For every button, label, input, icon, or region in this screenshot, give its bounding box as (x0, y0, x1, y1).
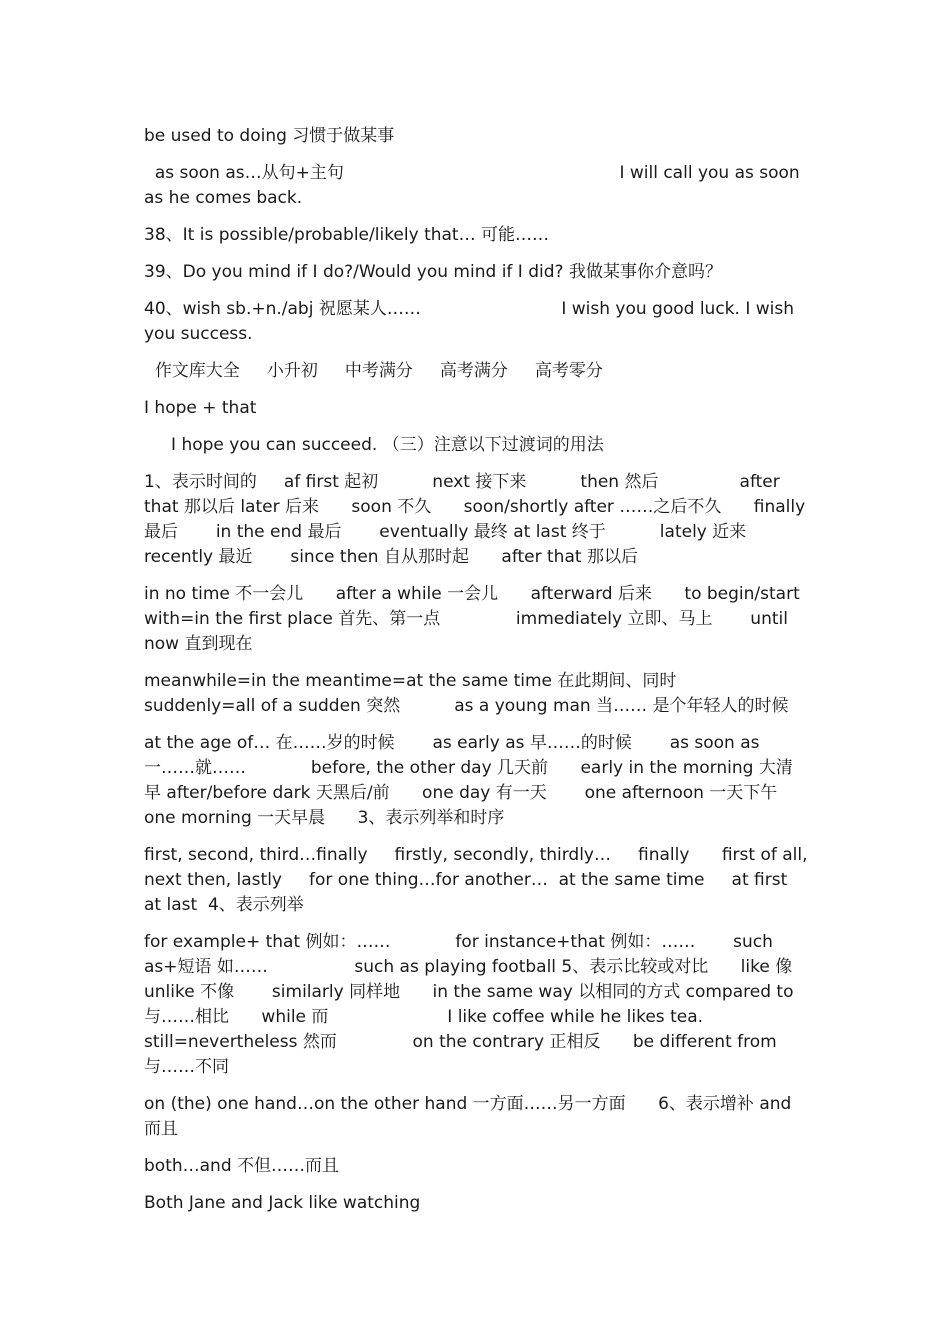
paragraph-both-and: both…and 不但……而且 (144, 1156, 340, 1176)
paragraph-time-words: 1、表示时间的 af first 起初 next 接下来 then 然后 after that 那以后 later 后来 soon 不久 soon/shortly after ……之后不久 finally 最后 in the end 最后 eventually 最终 at last 终于 lately 近来 recently 最近 since then 自从那时起 after that 那以后 (144, 472, 811, 567)
paragraph-meanwhile: meanwhile=in the meantime=at the same time 在此期间、同时 suddenly=all of a sudden 突然 as a young man 当…… 是个年轻人的时候 (144, 671, 789, 716)
paragraph-essay-links: 作文库大全 小升初 中考满分 高考满分 高考零分 (144, 361, 603, 381)
document-body (144, 124, 815, 1228)
paragraph-as-soon-as: as soon as…从句+主句 I will call you as soon as he comes back. (144, 163, 806, 208)
paragraph-be-used-to: be used to doing 习惯于做某事 (144, 126, 395, 146)
paragraph-39: 39、Do you mind if I do?/Would you mind if I did? 我做某事你介意吗？ (144, 262, 722, 282)
paragraph-38: 38、It is possible/probable/likely that… 可能…… (144, 225, 550, 245)
paragraph-one-hand: on (the) one hand…on the other hand 一方面……另一方面 6、表示增补 and 而且 (144, 1094, 797, 1139)
paragraph-both-jane-jack: Both Jane and Jack like watching (144, 1193, 421, 1213)
paragraph-examples-comparison: for example+ that 例如：…… for instance+that 例如：…… such as+短语 如…… such as playing football 5、表示比较或对比 like 像 unlike 不像 similarly 同样地 in the same way 以相同的方式 compared to 与……相比 while 而 I like coffee while he likes tea. still=nevertheless 然而 on the contrary 正相反 be different from 与……不同 (144, 932, 799, 1077)
paragraph-40: 40、wish sb.+n./abj 祝愿某人…… I wish you good luck. I wish you success. (144, 299, 800, 344)
paragraph-at-the-age-of: at the age of… 在……岁的时候 as early as 早……的时候 as soon as 一……就…… before, the other day 几天前 early in the morning 大清早 after/before dark 天黑后/前 one day 有一天 one afternoon 一天下午 one morning 一天早晨 3、表示列举和时序 (144, 733, 793, 828)
paragraph-i-hope-that: I hope + that (144, 398, 257, 418)
paragraph-in-no-time: in no time 不一会儿 after a while 一会儿 afterward 后来 to begin/start with=in the first place 首先、第一点 immediately 立即、马上 until now 直到现在 (144, 584, 806, 654)
paragraph-sequence: first, second, third…finally firstly, secondly, thirdly… finally first of all, next then, lastly for one thing…for another… at the same time at first at last 4、表示列举 (144, 845, 815, 915)
paragraph-i-hope-succeed: I hope you can succeed. （三）注意以下过渡词的用法 (144, 435, 604, 455)
